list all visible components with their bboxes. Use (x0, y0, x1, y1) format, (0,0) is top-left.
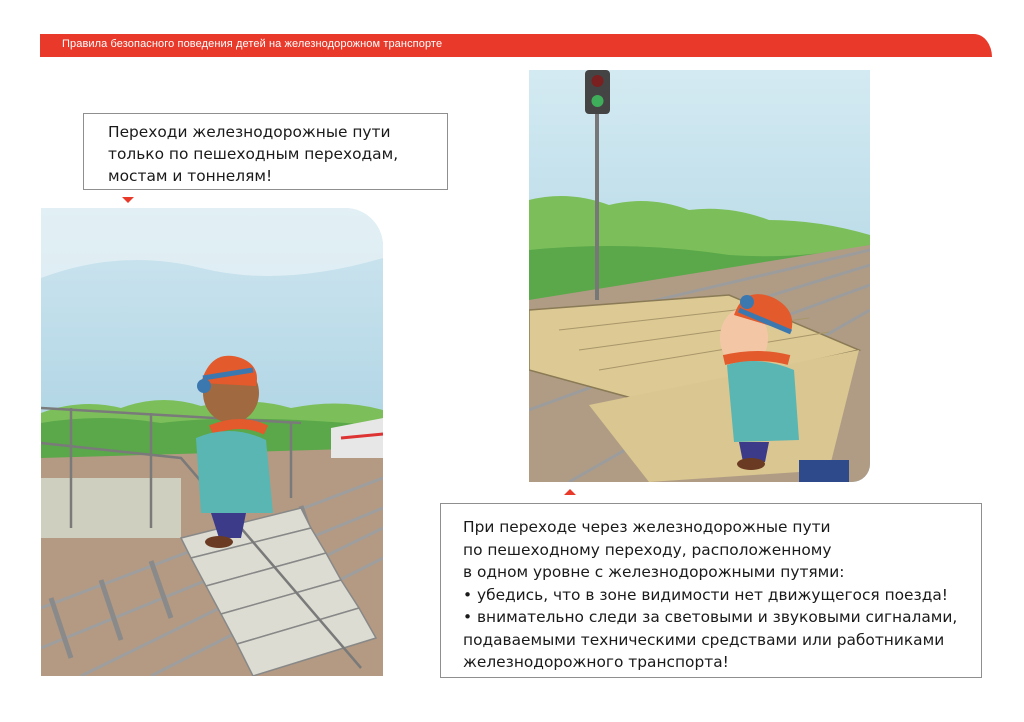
illustration-level-crossing (529, 70, 870, 482)
callout-level-crossing-rules (440, 503, 982, 678)
callout-line: только по пешеходным переходам, (108, 145, 399, 163)
callout-line: При переходе через железнодорожные пути (463, 518, 831, 536)
header-title: Правила безопасного поведения детей на железнодорожном транспорте (62, 38, 443, 50)
callout-line: Переходи железнодорожные пути (108, 123, 391, 141)
traffic-light-icon (585, 70, 610, 114)
callout-line: • убедись, что в зоне видимости нет движущегося поезда! (463, 585, 948, 604)
callout-line: по пешеходному переходу, расположенному (463, 540, 832, 559)
illustration-bridge-stairs (41, 208, 383, 676)
callout-line: железнодорожного транспорта! (463, 653, 729, 671)
callout-line: • внимательно следи за световыми и звуковыми сигналами, (463, 608, 958, 626)
callout-crossing-rule (83, 113, 448, 190)
callout-line: мостам и тоннелям! (108, 167, 273, 185)
callout-pointer-up (564, 489, 576, 495)
toy-train (799, 460, 849, 482)
header-bar (40, 34, 992, 57)
callout-pointer-down (122, 197, 134, 203)
callout-line: в одном уровне с железнодорожными путями: (463, 563, 845, 581)
callout-line: подаваемыми техническими средствами или работниками (463, 630, 945, 649)
